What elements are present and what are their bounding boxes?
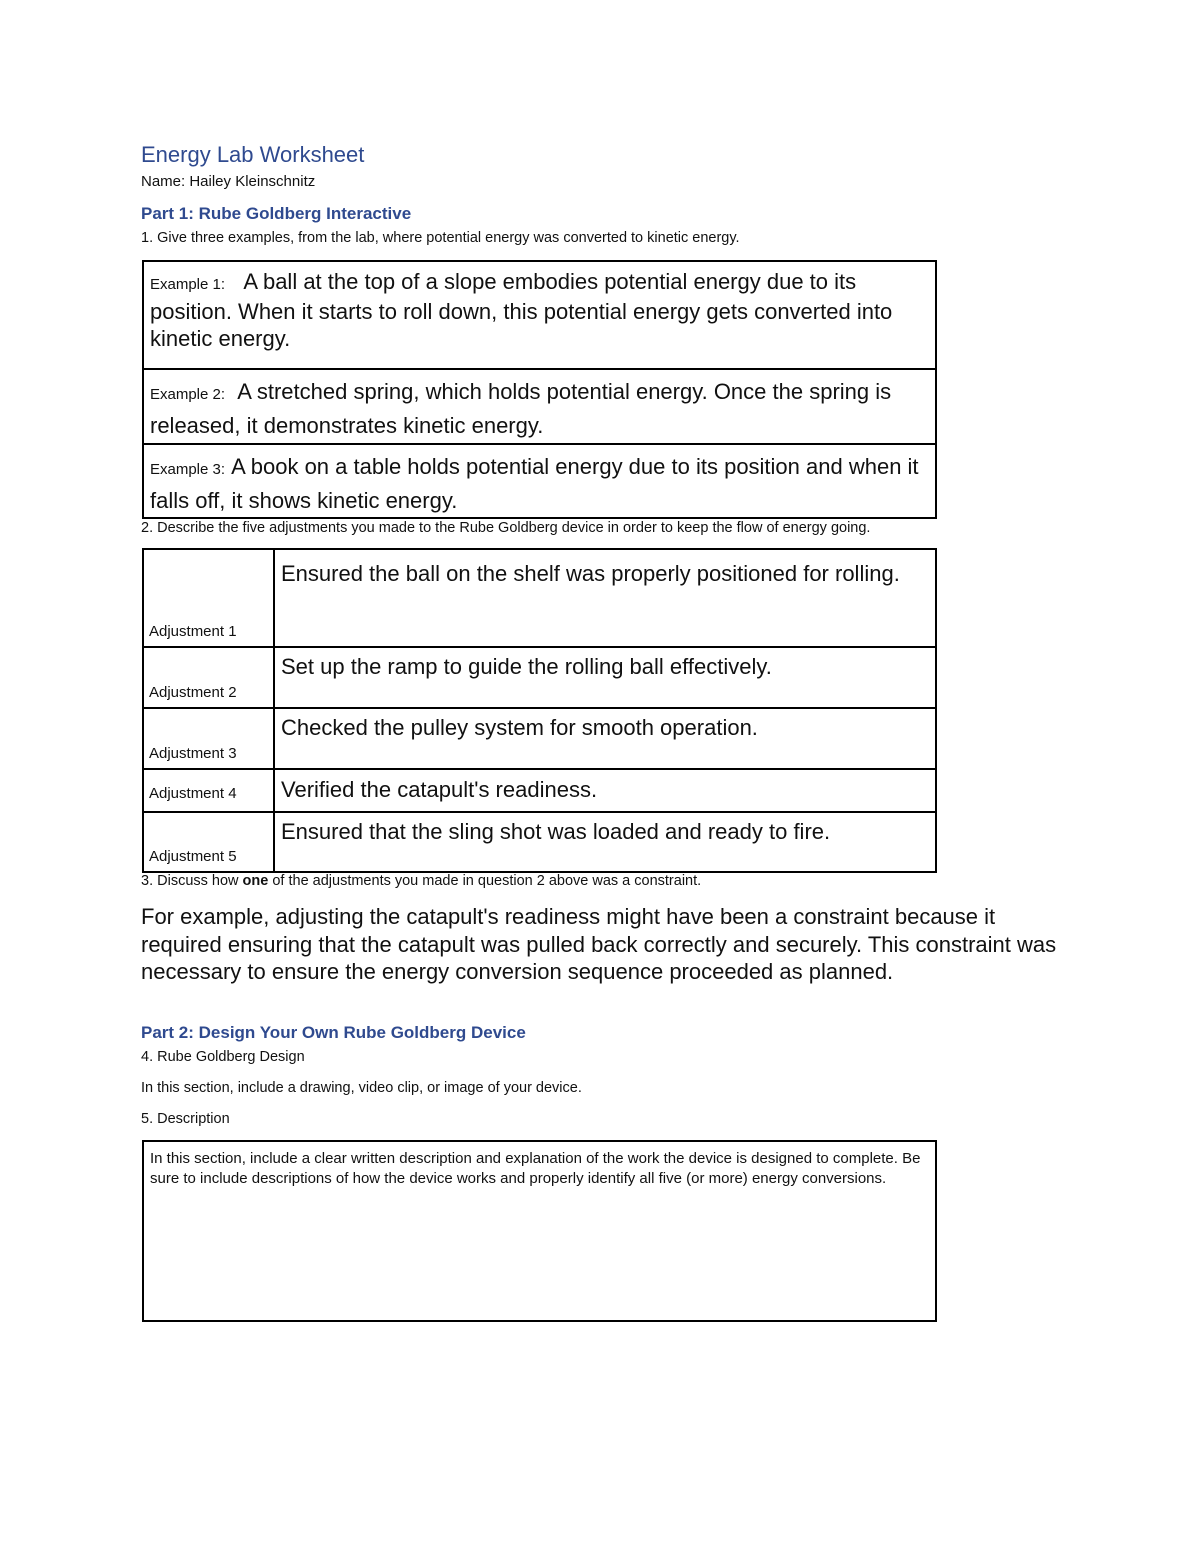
adjustment-row	[144, 707, 935, 768]
adjustments-table	[142, 548, 937, 873]
adjustment-text: Checked the pulley system for smooth operation.	[281, 715, 758, 740]
adjustment-label: Adjustment 4	[144, 770, 275, 811]
adjustment-row	[144, 768, 935, 811]
example-text: A book on a table holds potential energy due to its position and when it falls off, it shows kinetic energy.	[150, 454, 919, 513]
adjustment-label: Adjustment 3	[144, 709, 275, 768]
adjustment-text: Set up the ramp to guide the rolling ball effectively.	[281, 654, 772, 679]
question-4: 4. Rube Goldberg Design	[141, 1049, 305, 1065]
example-row	[144, 262, 935, 368]
example-label: Example 3:	[150, 461, 226, 478]
question-3-start: 3. Discuss how	[141, 873, 243, 889]
example-label: Example 1:	[150, 276, 226, 293]
adjustment-text: Ensured that the sling shot was loaded and ready to fire.	[281, 819, 831, 844]
question-3-answer: For example, adjusting the catapult's readiness might have been a constraint because it required ensuring that the catapult was pulled back correctly and securely. This constraint was necessary to ensure the energy conversion sequence proceeded as planned.	[141, 904, 1057, 984]
example-text: A ball at the top of a slope embodies potential energy due to its position. When it starts to roll down, this potential energy gets converted into kinetic energy.	[150, 269, 893, 351]
example-text: A stretched spring, which holds potential energy. Once the spring is released, it demonstrates kinetic energy.	[150, 379, 892, 438]
adjustment-text: Verified the catapult's readiness.	[281, 777, 598, 802]
question-1: 1. Give three examples, from the lab, where potential energy was converted to kinetic energy.	[141, 230, 740, 246]
part1-heading: Part 1: Rube Goldberg Interactive	[141, 204, 412, 223]
student-name: Name: Hailey Kleinschnitz	[141, 173, 316, 190]
question-4-instruction: In this section, include a drawing, video clip, or image of your device.	[141, 1080, 582, 1096]
question-3-emphasis: one	[242, 873, 269, 889]
adjustment-row	[144, 811, 935, 871]
question-3-end: of the adjustments you made in question 2 above was a constraint.	[268, 873, 702, 889]
part2-heading: Part 2: Design Your Own Rube Goldberg Device	[141, 1023, 526, 1042]
adjustment-label: Adjustment 1	[144, 550, 275, 646]
adjustment-label: Adjustment 5	[144, 813, 275, 871]
adjustment-row	[144, 550, 935, 646]
example-row	[144, 368, 935, 443]
example-label: Example 2:	[150, 386, 226, 403]
adjustment-row	[144, 646, 935, 707]
question-5: 5. Description	[141, 1111, 230, 1127]
question-2: 2. Describe the five adjustments you made to the Rube Goldberg device in order to keep the flow of energy going.	[141, 520, 871, 536]
examples-table	[142, 260, 937, 519]
description-box: In this section, include a clear written description and explanation of the work the device is designed to complete. Be sure to include descriptions of how the device works and properly identify all five (or more) energy conversions.	[142, 1140, 937, 1322]
document-title: Energy Lab Worksheet	[141, 142, 365, 167]
example-row	[144, 443, 935, 517]
adjustment-label: Adjustment 2	[144, 648, 275, 707]
adjustment-text: Ensured the ball on the shelf was properly positioned for rolling.	[281, 561, 900, 586]
question-3	[141, 873, 701, 889]
